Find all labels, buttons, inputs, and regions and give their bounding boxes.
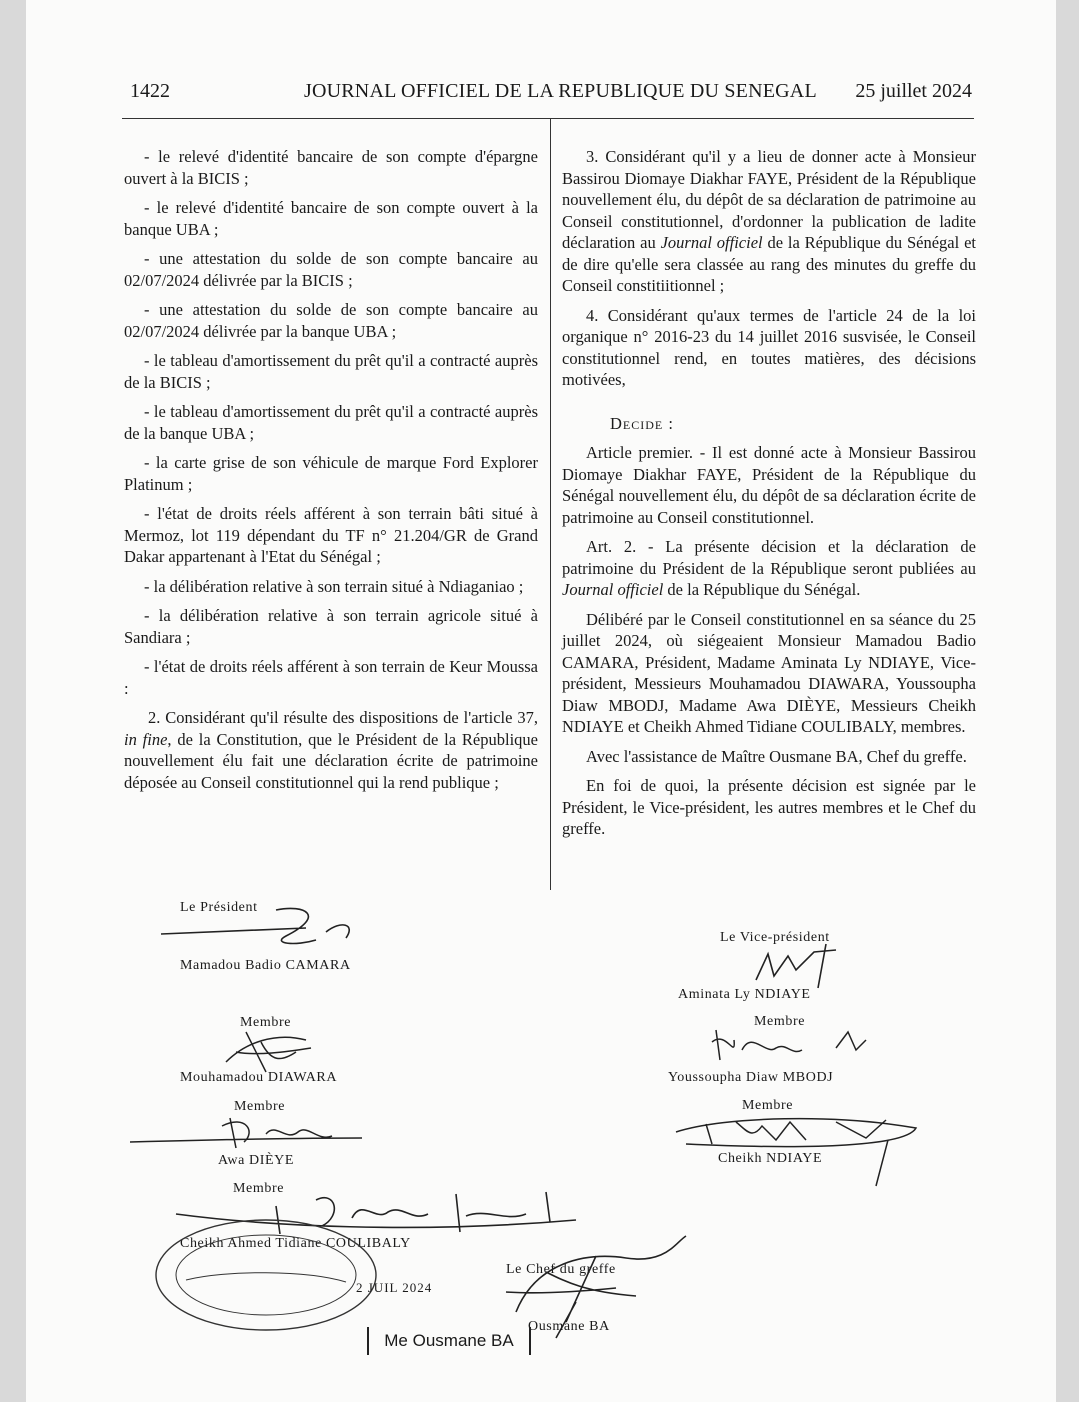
journal-page [26, 0, 1056, 1402]
vice-signature [726, 940, 866, 990]
deliberation-paragraph: Délibéré par le Conseil constitutionnel en sa séance du 25 juillet 2024, où siégeaient Monsieur Mamadou Badio CAMARA, Président, Madame Aminata Ly NDIAYE, Vice-président, Messieurs Mouhamadou DIAWARA, Youssoupha Diaw MBODJ, Madame Awa DIÈYE, Messieurs Cheikh NDIAYE et Cheikh Ahmed Tidiane COULIBALY, membres. [562, 609, 976, 736]
article-2: Art. 2. - La présente décision et la déclaration de patrimoine du Président de la République seront publiées au Journal officiel de la République du Sénégal. [562, 537, 976, 599]
member-name-ndiaye: Cheikh NDIAYE [718, 1151, 823, 1166]
list-item: - une attestation du solde de son compte bancaire au 02/07/2024 délivrée par la banque UBA ; [124, 300, 538, 341]
stamp-date: 2 JUIL 2024 [356, 1280, 433, 1295]
council-stamp-icon [146, 1210, 386, 1340]
member-signature [666, 1110, 926, 1188]
journal-title: JOURNAL OFFICIEL DE LA REPUBLIQUE DU SENEGAL [304, 80, 817, 102]
member-name-dieye: Awa DIÈYE [218, 1153, 295, 1168]
list-item: - le relevé d'identité bancaire de son compte d'épargne ouvert à la BICIS ; [124, 147, 538, 188]
list-item: - la délibération relative à son terrain situé à Ndiaganiao ; [144, 576, 524, 596]
greffe-stamp-name: Me Ousmane BA [367, 1327, 531, 1355]
right-column [562, 146, 976, 848]
list-item: - le relevé d'identité bancaire de son compte ouvert à la banque UBA ; [124, 198, 538, 239]
list-item: - le tableau d'amortissement du prêt qu'il a contracté auprès de la banque UBA ; [124, 402, 538, 443]
page-header [26, 80, 1056, 110]
member-title: Membre [754, 1014, 806, 1029]
president-name: Mamadou Badio CAMARA [180, 958, 351, 973]
president-title: Le Président [180, 900, 258, 915]
vice-name: Aminata Ly NDIAYE [678, 987, 811, 1002]
vice-title: Le Vice-président [720, 930, 830, 945]
list-item: - l'état de droits réels afférent à son terrain bâti situé à Mermoz, lot 119 dépendant du TF n° 21.204/GR de Grand Dakar appartenant à l'Etat du Sénégal ; [124, 504, 538, 566]
greffe-name: Ousmane BA [528, 1319, 610, 1334]
paragraph-3: 3. Considérant qu'il y a lieu de donner acte à Monsieur Bassirou Diomaye Diakhar FAYE, Président de la République nouvellement élu, du dépôt de sa déclaration de patrimoine au Conseil constitutionnel, d'ordonner la publication de ladite déclaration au Journal officiel de la République du Sénégal et de dire qu'elle sera classée au rang des minutes du greffe du Conseil constitiitionnel ; [562, 147, 976, 295]
closing-paragraph: En foi de quoi, la présente décision est signée par le Président, le Vice-président, les autres membres et le Chef du greffe. [562, 776, 976, 838]
member-name-coulibaly: Cheikh Ahmed Tidiane COULIBALY [180, 1236, 411, 1251]
member-title: Membre [234, 1099, 286, 1114]
list-item: - l'état de droits réels afférent à son terrain de Keur Moussa : [124, 657, 538, 698]
member-signature [126, 1108, 366, 1156]
journal-date: 25 juillet 2024 [855, 80, 972, 102]
left-column [124, 146, 538, 801]
list-item: - la délibération relative à son terrain agricole situé à Sandiara ; [124, 606, 538, 647]
member-signature [706, 1020, 876, 1070]
paragraph-4: 4. Considérant qu'aux termes de l'article 24 de la loi organique n° 2016-23 du 14 juillet 2016 susvisée, le Conseil constitutionnel rend, en toutes matières, des décisions motivées, [562, 305, 976, 389]
member-title: Membre [233, 1181, 285, 1196]
president-signature [156, 902, 356, 952]
list-item: - la carte grise de son véhicule de marque Ford Explorer Platinum ; [124, 453, 538, 494]
list-item: - le tableau d'amortissement du prêt qu'il a contracté auprès de la BICIS ; [124, 351, 538, 392]
member-name-mbodj: Youssoupha Diaw MBODJ [668, 1070, 834, 1085]
list-item: - une attestation du solde de son compte bancaire au 02/07/2024 délivrée par la BICIS ; [124, 249, 538, 290]
paragraph-2: 2. Considérant qu'il résulte des dispositions de l'article 37, in fine, de la Constitution, que le Président de la République nouvellement élu fait une déclaration écrite de patrimoine déposée au Conseil constitutionnel qui la rend publique ; [124, 708, 538, 792]
greffe-title: Le Chef du greffe [506, 1262, 616, 1277]
decide-heading: Decide : [610, 413, 674, 433]
member-title: Membre [742, 1098, 794, 1113]
header-rule [122, 118, 974, 119]
member-signature [216, 1022, 326, 1077]
column-divider [550, 118, 551, 890]
article-1: Article premier. - Il est donné acte à Monsieur Bassirou Diomaye Diakhar FAYE, Président de la République du Sénégal nouvellement élu, du dépôt de sa déclaration écrite de patrimoine au Conseil constitutionnel. [562, 443, 976, 527]
assistance-paragraph: Avec l'assistance de Maître Ousmane BA, Chef du greffe. [586, 746, 967, 766]
page-number: 1422 [130, 80, 170, 102]
member-name-diawara: Mouhamadou DIAWARA [180, 1070, 338, 1085]
member-title: Membre [240, 1015, 292, 1030]
